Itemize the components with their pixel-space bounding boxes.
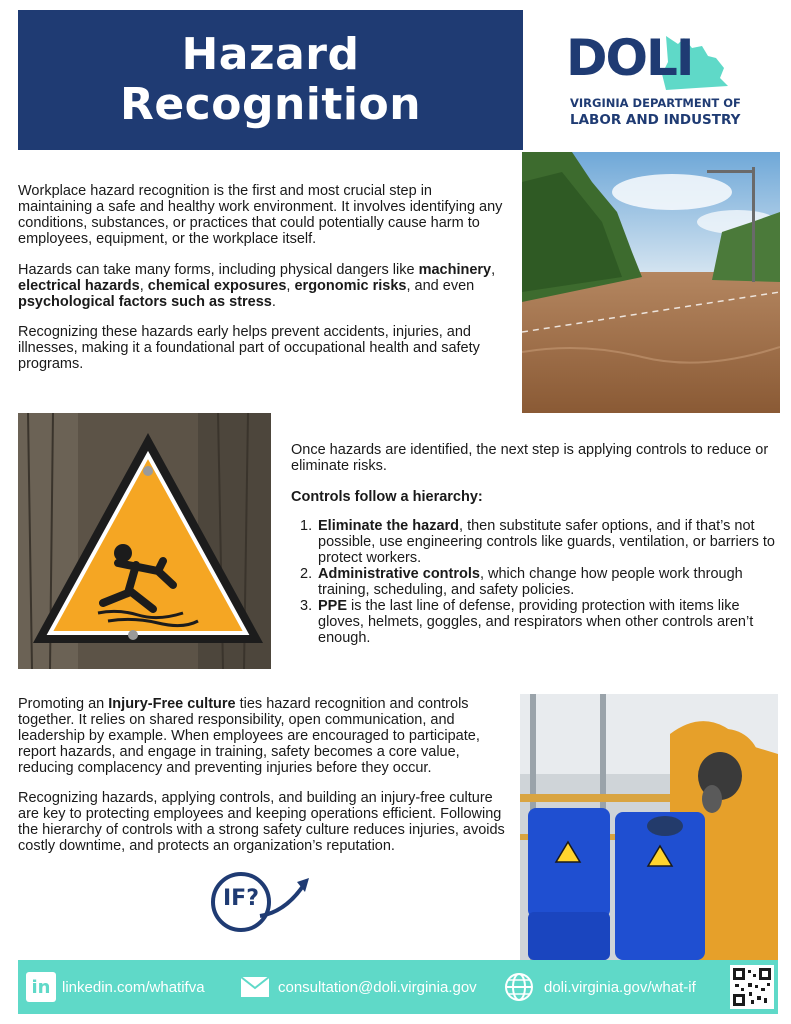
hazard-psychological: psychological factors such as stress	[18, 294, 272, 310]
title-banner	[18, 10, 523, 150]
list-item-text: is the last line of defense, providing protection with items like gloves, helmets, goggles, and respirators when other controls aren’t enough.	[318, 598, 754, 646]
sep: ,	[139, 278, 148, 294]
website-text: doli.virginia.gov/what-if	[544, 978, 696, 996]
intro-p2-text-b: , and even	[406, 278, 475, 294]
linkedin-icon: in	[26, 972, 56, 1002]
globe-icon	[504, 972, 534, 1002]
culture-paragraph-2: Recognizing hazards, applying controls, and building an injury-free culture are key to protecting employees and keeping operations efficient. Following the hierarchy of controls with a strong safety culture reduces injuries, avoids costly downtime, and protects an organization’s reputation.	[18, 790, 505, 854]
list-item-bold: Administrative controls	[318, 566, 480, 582]
culture-paragraph-1	[18, 696, 508, 776]
list-number: 2.	[300, 566, 313, 582]
hazard-machinery: machinery	[418, 262, 492, 278]
period: .	[271, 294, 276, 310]
flood-photo	[522, 152, 780, 413]
doli-logo	[566, 30, 746, 140]
hazard-chemical: chemical exposures	[147, 278, 287, 294]
intro-paragraph-1: Workplace hazard recognition is the first and most crucial step in maintaining a safe and healthy work environment. It involves identifying any conditions, substances, or practices that could potentially cause harm to employees, equipment, or the workplace itself.	[18, 183, 503, 247]
footer-bar	[18, 960, 778, 1014]
linkedin-text: linkedin.com/whatifva	[62, 978, 205, 996]
linkedin-link[interactable]	[26, 960, 205, 1014]
culture-text-a: Promoting an	[18, 696, 109, 712]
list-number: 3.	[300, 598, 313, 614]
injury-free-culture: Injury-Free culture	[108, 696, 236, 712]
hazard-electrical: electrical hazards	[18, 278, 140, 294]
title-line-1: Hazard	[181, 29, 360, 80]
list-item-text: , which change how people work through training, scheduling, and safety policies.	[318, 566, 743, 598]
intro-paragraph-2	[18, 262, 508, 310]
intro-p2-text: Hazards can take many forms, including physical dangers like	[18, 262, 419, 278]
list-number: 1.	[300, 518, 313, 534]
logo-subtitle-2: LABOR AND INDUSTRY	[570, 112, 741, 128]
controls-heading: Controls follow a hierarchy:	[291, 489, 483, 505]
if-logo	[205, 866, 315, 938]
logo-subtitle-1: VIRGINIA DEPARTMENT OF	[570, 96, 741, 110]
hazard-ergonomic: ergonomic risks	[294, 278, 407, 294]
qr-code-icon[interactable]	[730, 965, 774, 1009]
if-logo-text: IF?	[223, 886, 259, 911]
list-item-bold: PPE	[318, 598, 348, 614]
website-link[interactable]	[504, 960, 696, 1014]
title-line-2: Recognition	[119, 79, 422, 130]
mail-icon	[240, 976, 270, 998]
controls-intro: Once hazards are identified, the next step is applying controls to reduce or eliminate risks.	[291, 442, 769, 474]
list-item-text: , then substitute safer options, and if that’s not possible, use engineering controls like guards, ventilation, or barriers to protect workers.	[318, 518, 775, 566]
logo-word: DOLI	[566, 29, 693, 87]
culture-text-b: ties hazard recognition and controls together. It relies on shared responsibility, open communication, and leadership by example. When employees are encouraged to participate, report hazards, and engage in training, safety becomes a core value, reducing complacency and preventing injuries before they occur.	[18, 696, 480, 776]
email-link[interactable]	[240, 960, 477, 1014]
list-item-bold: Eliminate the hazard	[318, 518, 460, 534]
sep: ,	[286, 278, 295, 294]
slip-hazard-sign-photo	[18, 413, 271, 669]
chemical-worker-photo	[520, 694, 778, 960]
sep: ,	[491, 262, 496, 278]
email-text: consultation@doli.virginia.gov	[278, 978, 477, 996]
intro-paragraph-3: Recognizing these hazards early helps prevent accidents, injuries, and illnesses, making it a foundational part of occupational health and safety programs.	[18, 324, 480, 372]
